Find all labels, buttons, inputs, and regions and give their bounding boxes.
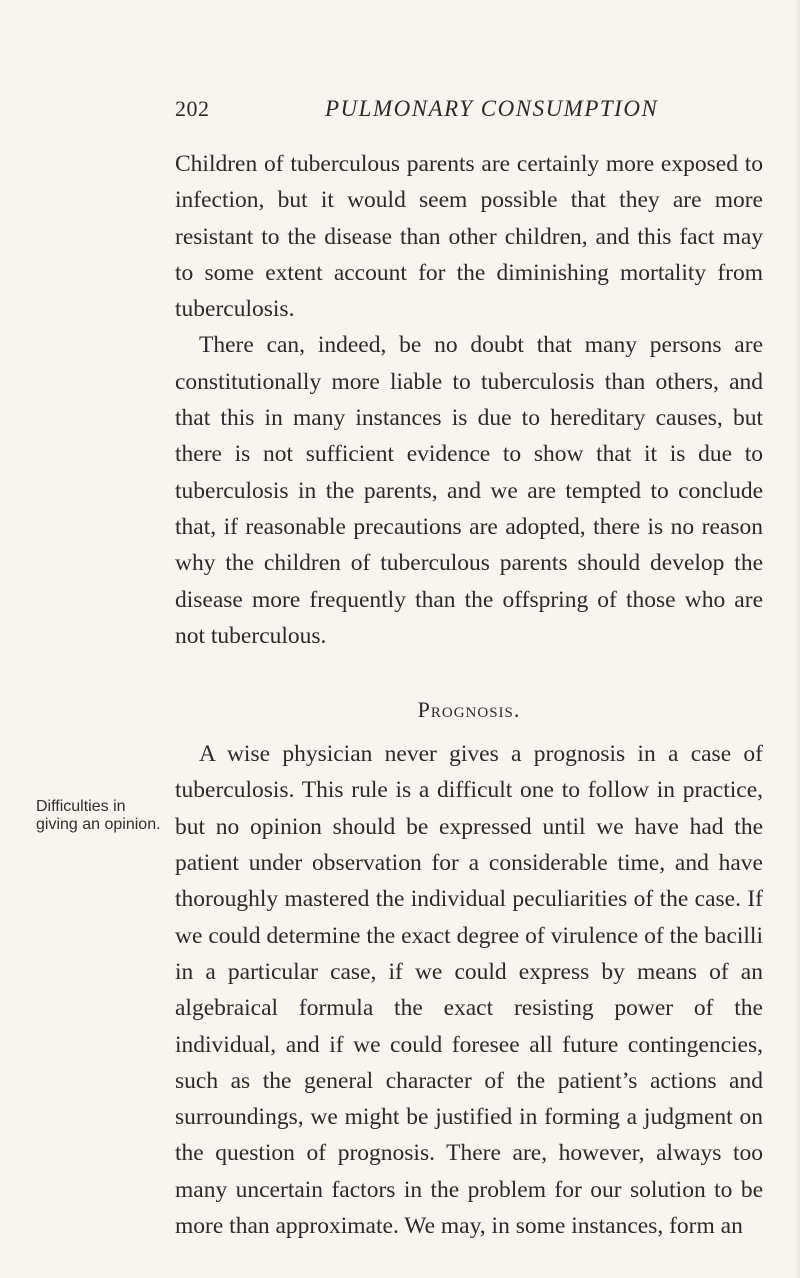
paragraph-constitution: There can, indeed, be no doubt that many persons are constitutionally more liable to tuberculosis than others, and that this in many instances is due to hereditary causes, but there is not sufficient evidence to show that it is due to tuberculosis in the parents, and we are tempted to conclude that, if reasonable precautions are adopted, there is no reason why the children of tuberculous parents should develop the disease more frequently than the offspring of those who are not tuberculous. <box>175 332 763 649</box>
page-header <box>175 96 765 130</box>
margin-note: Difficulties in giving an opinion. <box>36 798 161 833</box>
paragraph-children: Children of tuberculous parents are certainly more exposed to infection, but it would seem possible that they are more resistant to the disease than other children, and this fact may to some extent account for the diminishing mortality from tuberculosis. <box>175 151 763 323</box>
section-heading: Prognosis. <box>417 697 521 723</box>
running-title: PULMONARY CONSUMPTION <box>325 96 659 121</box>
paragraph-prognosis: A wise physician never gives a prognosis in a case of tuberculosis. This rule is a difficult one to follow in practice, but no opinion should be expressed until we have had the patient under observation for a considerable time, and have thoroughly mastered the individual peculiarities of the case. If we could determine the exact degree of virulence of the bacilli in a particular case, if we could express by means of an algebraical formula the exact resisting power of the individual, and if we could foresee all future contingencies, such as the general character of the patient’s actions and surroundings, we might be justified in forming a judgment on the question of prognosis. There are, however, always too many uncertain factors in the problem for our solution to be more than approximate. We may, in some instances, form an <box>175 741 763 1240</box>
page-edge-shadow <box>794 0 800 1278</box>
page-number: 202 <box>175 96 210 121</box>
main-text <box>175 146 763 1244</box>
